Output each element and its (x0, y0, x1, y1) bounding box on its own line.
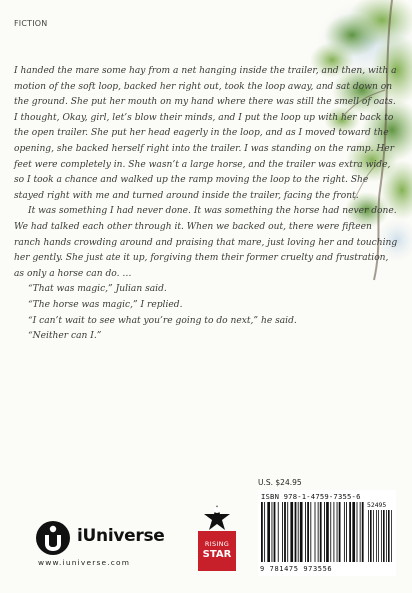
barcode-bar (337, 502, 338, 562)
barcode-bar (360, 502, 361, 562)
dialogue-line: “I can’t wait to see what you’re going to do next,” he said. (28, 315, 297, 326)
barcode-bar (344, 502, 345, 562)
dialogue-line: “The horse was magic,” I replied. (28, 299, 183, 310)
barcode-bar (324, 502, 325, 562)
addon-barcode-bar (376, 510, 377, 562)
star-figure-icon (202, 504, 232, 532)
barcode-bar (310, 502, 311, 562)
excerpt-paragraph: I handed the mare some hay from a net hanging inside the trailer, and then, with a motion of the soft loop, backed her right out, took the loop away, and sat down on the ground. She put her mouth on my hand where there was still the smell of oats. I thought, Okay, girl, let’s blow their minds, and I put the loop up with her back to the open trailer. She put her head eagerly in the loop, and as I moved toward the opening, she backed herself right into the trailer. I was standing on the ramp. Her feet were completely in. She wasn’t a large horse, and the trailer was extra wide, so I took a chance and walked up the ramp moving the loop to the right. She stayed right with me and turned around inside the trailer, facing the front. (14, 66, 397, 201)
barcode-bar (261, 502, 263, 562)
addon-barcode-bar (370, 510, 372, 562)
barcode-bar (287, 502, 288, 562)
genre-label: FICTION (14, 19, 48, 28)
addon-barcode-bar (368, 510, 369, 562)
barcode-bar (305, 502, 306, 562)
barcode-bar (362, 502, 364, 562)
badge-text-rising: RISING (204, 540, 230, 548)
barcode-bar (320, 502, 322, 562)
barcode-bar (349, 502, 351, 562)
dialogue-line: “That was magic,” Julian said. (28, 284, 167, 295)
barcode-bar (352, 502, 355, 562)
badge-text-star: STAR (202, 549, 232, 560)
barcode-bar (333, 502, 334, 562)
barcode-bar (326, 502, 329, 562)
barcode-bar (339, 502, 341, 562)
rising-star-badge (196, 504, 238, 574)
barcode-bar (298, 502, 299, 562)
barcode-bar (282, 502, 283, 562)
isbn-barcode (258, 490, 396, 576)
barcode-bar (307, 502, 309, 562)
barcode-bar (290, 502, 293, 562)
addon-barcode-bar (391, 510, 392, 562)
barcode-bar (300, 502, 303, 562)
book-excerpt (14, 64, 399, 345)
barcode-bar (264, 502, 265, 562)
publisher-name: iUniverse (77, 526, 165, 546)
addon-barcode-bar (386, 510, 387, 562)
isbn-text: ISBN 978-1-4759-7355-6 (261, 492, 361, 501)
barcode-bar (330, 502, 331, 562)
barcode-bar (284, 502, 286, 562)
barcode-bar (318, 502, 319, 562)
publisher-url: www.iuniverse.com (38, 558, 131, 567)
addon-barcode-bar (373, 510, 374, 562)
barcode-number: 9 781475 973556 (260, 565, 333, 573)
barcode-bar (278, 502, 279, 562)
addon-barcode-bar (383, 510, 385, 562)
dialogue-line: “Neither can I.” (28, 331, 102, 342)
barcode-bar (272, 502, 273, 562)
price-label: U.S. $24.95 (258, 478, 302, 487)
addon-barcode-bar (388, 510, 390, 562)
barcode-bar (346, 502, 347, 562)
addon-barcode-bar (381, 510, 382, 562)
barcode-bar (315, 502, 316, 562)
barcode-bar (267, 502, 270, 562)
price-code-digits: 52495 (367, 501, 387, 509)
addon-barcode-bar (378, 510, 379, 562)
barcode-bars (258, 502, 396, 564)
barcode-bar (274, 502, 276, 562)
iuniverse-logo-icon (35, 520, 71, 556)
barcode-bar (357, 502, 358, 562)
excerpt-paragraph: It was something I had never done. It was something the horse had never done. We had talked each other through it. When we backed out, there were fifteen ranch hands crowding around and praising that mare, just loving her and touching her gently. She just ate it up, forgiving them their former cruelty and frustration, as only a horse can do. … (14, 206, 398, 279)
barcode-bar (295, 502, 297, 562)
publisher-logo (35, 520, 175, 570)
